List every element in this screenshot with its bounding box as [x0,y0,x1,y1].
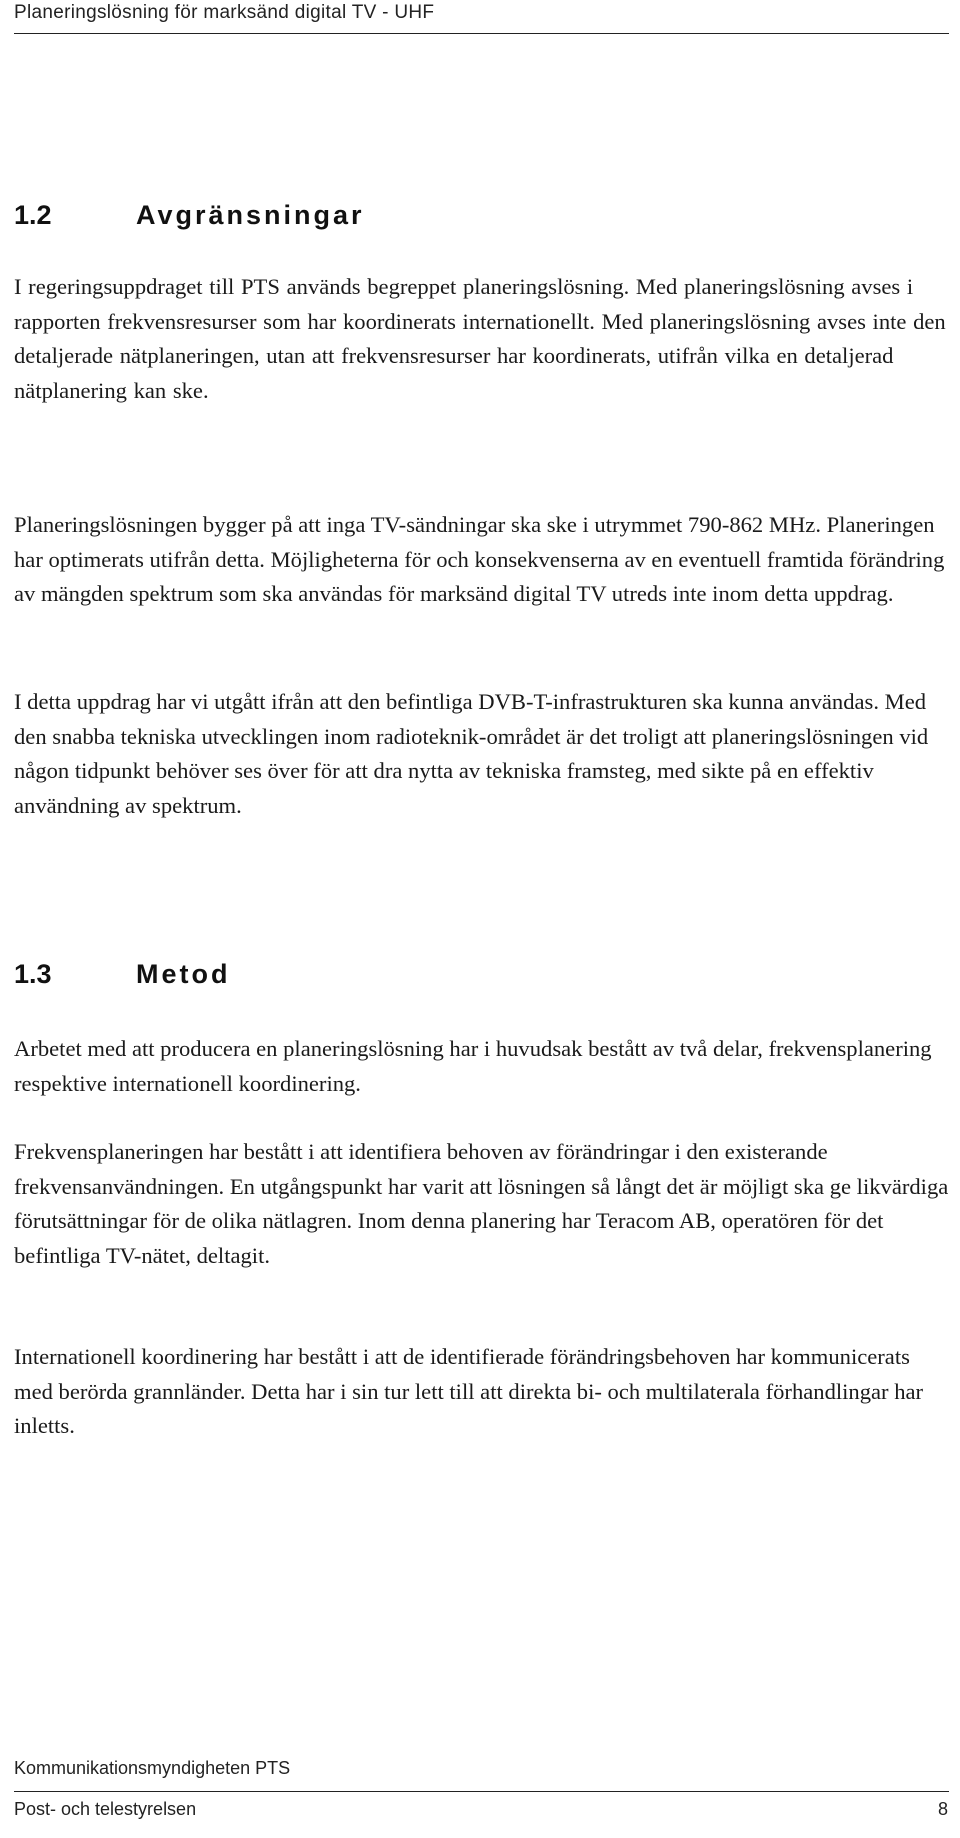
section-number: 1.3 [14,959,52,989]
section-title: Metod [136,959,231,989]
footer-organization: Kommunikationsmyndigheten PTS [14,1758,291,1778]
section-title: Avgränsningar [136,200,365,230]
header-divider [14,33,949,34]
paragraph: Frekvensplaneringen har bestått i att identifiera behoven av förändringar i den existerande frekvensanvändningen. En utgångspunkt har varit att lösningen så långt det är möjligt ska ge likvärdiga förutsättningar för de olika nätlagren. Inom denna planering har Teracom AB, operatören för det befintliga TV-nätet, deltagit. [14,1139,949,1268]
footer-divider [14,1791,949,1792]
page-number: 8 [937,1799,948,1819]
running-header-title: Planeringslösning för marksänd digital TV - UHF [14,2,435,23]
paragraph: Planeringslösningen bygger på att inga TV-sändningar ska ske i utrymmet 790-862 MHz. Planeringen har optimerats utifrån detta. Möjligheterna för och konsekvenserna av en eventuell framtida förändring av mängden spektrum som ska användas för marksänd digital TV utreds inte inom detta uppdrag. [14,512,945,606]
section-heading-metod [14,959,230,990]
paragraph: I regeringsuppdraget till PTS används begreppet planeringslösning. Med planeringslösning avses i rapporten frekvensresurser som har koordinerats internationellt. Med planeringslösning avses inte den detaljerade nätplaneringen, utan att frekvensresurser har koordinerats, utifrån vilka en detaljerad nätplanering kan ske. [14,274,946,403]
footer-publisher: Post- och telestyrelsen [14,1799,197,1819]
paragraph: I detta uppdrag har vi utgått ifrån att den befintliga DVB-T-infrastrukturen ska kunna användas. Med den snabba tekniska utvecklingen inom radioteknik-området är det troligt att planeringslösningen vid någon tidpunkt behöver ses över för att dra nytta av tekniska framsteg, med sikte på en effektiv användning av spektrum. [14,689,929,818]
section-number: 1.2 [14,200,52,230]
paragraph: Internationell koordinering har bestått i att de identifierade förändringsbehoven har kommunicerats med berörda grannländer. Detta har i sin tur lett till att direkta bi- och multilaterala förhandlingar har inletts. [14,1344,924,1438]
section-heading-avgransningar [14,200,365,231]
paragraph: Arbetet med att producera en planeringslösning har i huvudsak bestått av två delar, frekvensplanering respektive internationell koordinering. [14,1036,932,1096]
